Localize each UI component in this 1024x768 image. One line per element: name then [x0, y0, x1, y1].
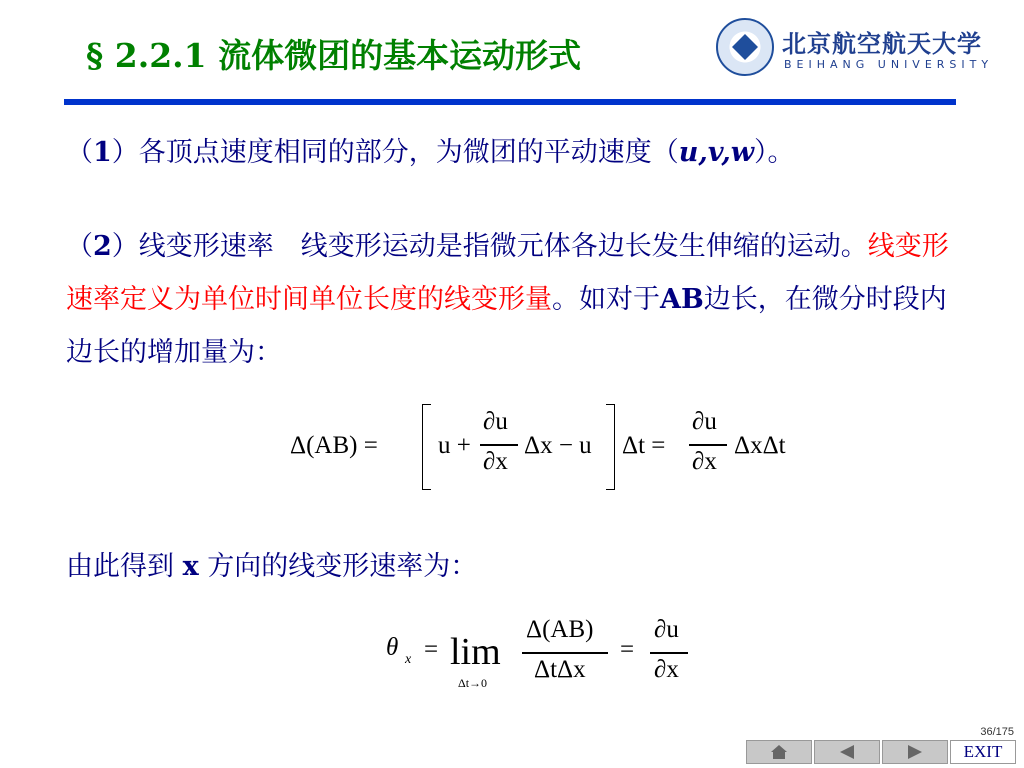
paragraph-conclusion	[66, 540, 966, 593]
p1-text: ）各顶点速度相同的部分，为微团的平动速度（	[111, 137, 679, 168]
prev-icon	[838, 744, 856, 760]
eq1-du2: ∂u	[692, 408, 717, 435]
eq2-equals: =	[424, 636, 439, 663]
p1-open-paren: （	[66, 137, 93, 168]
exit-button[interactable]: EXIT	[950, 740, 1016, 764]
p1-close: ）。	[753, 137, 795, 168]
eq1-dx-minus-u: Δx − u	[524, 432, 592, 459]
eq1-du: ∂u	[483, 408, 508, 435]
slide-title: § 2.2.1 流体微团的基本运动形式	[86, 36, 582, 75]
p2-text-c: 边长，在微分时段内边长的增加量为：	[66, 284, 947, 368]
eq1-right-bracket	[606, 404, 615, 490]
eq1-tail: ΔxΔt	[734, 432, 786, 459]
eq2-lim-subscript: Δt→0	[458, 676, 488, 690]
equation-edge-increment	[290, 400, 810, 492]
p2-text-b: 。如对于	[552, 284, 660, 315]
p2-definition-highlight: 线变形速率定义为单位时间单位长度的线变形量	[66, 231, 949, 315]
eq2-denominator: ΔtΔx	[534, 656, 586, 683]
university-logo	[716, 18, 994, 80]
paragraph-translation	[66, 126, 966, 179]
eq2-lim: lim	[450, 631, 501, 673]
previous-button[interactable]	[814, 740, 880, 764]
logo-english-name: BEIHANG UNIVERSITY	[784, 58, 994, 71]
eq1-dx2: ∂x	[692, 448, 717, 475]
eq2-du: ∂u	[654, 616, 679, 643]
p2-text-a: ）线变形速率 线变形运动是指微元体各边长发生伸缩的运动。	[111, 231, 868, 262]
eq2-frac-line-2	[650, 652, 688, 654]
eq1-u-term: u +	[438, 432, 471, 459]
p3-x-direction: x	[182, 551, 199, 582]
p3-text-a: 由此得到	[66, 551, 183, 582]
university-seal-icon	[716, 18, 774, 76]
home-button[interactable]	[746, 740, 812, 764]
title-divider	[64, 99, 956, 105]
logo-chinese-name: 北京航空航天大学	[782, 30, 982, 58]
eq1-frac-line-2	[689, 444, 727, 446]
p2-ab-label: AB	[660, 284, 704, 315]
p1-velocity-vars: u,v,w	[678, 137, 754, 168]
eq2-theta: θ	[386, 634, 399, 661]
eq1-lhs: Δ(AB) =	[290, 432, 378, 459]
eq1-dt: Δt =	[622, 432, 666, 459]
p1-number: 1	[93, 137, 112, 168]
p2-number: 2	[93, 231, 112, 262]
eq1-left-bracket	[422, 404, 431, 490]
p2-open-paren: （	[66, 231, 93, 262]
home-icon	[770, 744, 788, 760]
eq2-equals-2: =	[620, 636, 635, 663]
next-button[interactable]	[882, 740, 948, 764]
eq2-dx: ∂x	[654, 656, 679, 683]
eq2-frac-line	[522, 652, 608, 654]
paragraph-linear-deformation	[66, 220, 966, 379]
page-counter: 36/175	[980, 726, 1014, 738]
slide-navigation	[746, 740, 1016, 764]
p3-text-b: 方向的线变形速率为：	[198, 551, 478, 582]
eq1-frac-line	[480, 444, 518, 446]
next-icon	[906, 744, 924, 760]
equation-linear-strain-rate	[380, 610, 700, 702]
eq1-dx: ∂x	[483, 448, 508, 475]
eq2-numerator: Δ(AB)	[526, 616, 594, 643]
eq2-subscript-x: x	[405, 652, 412, 667]
